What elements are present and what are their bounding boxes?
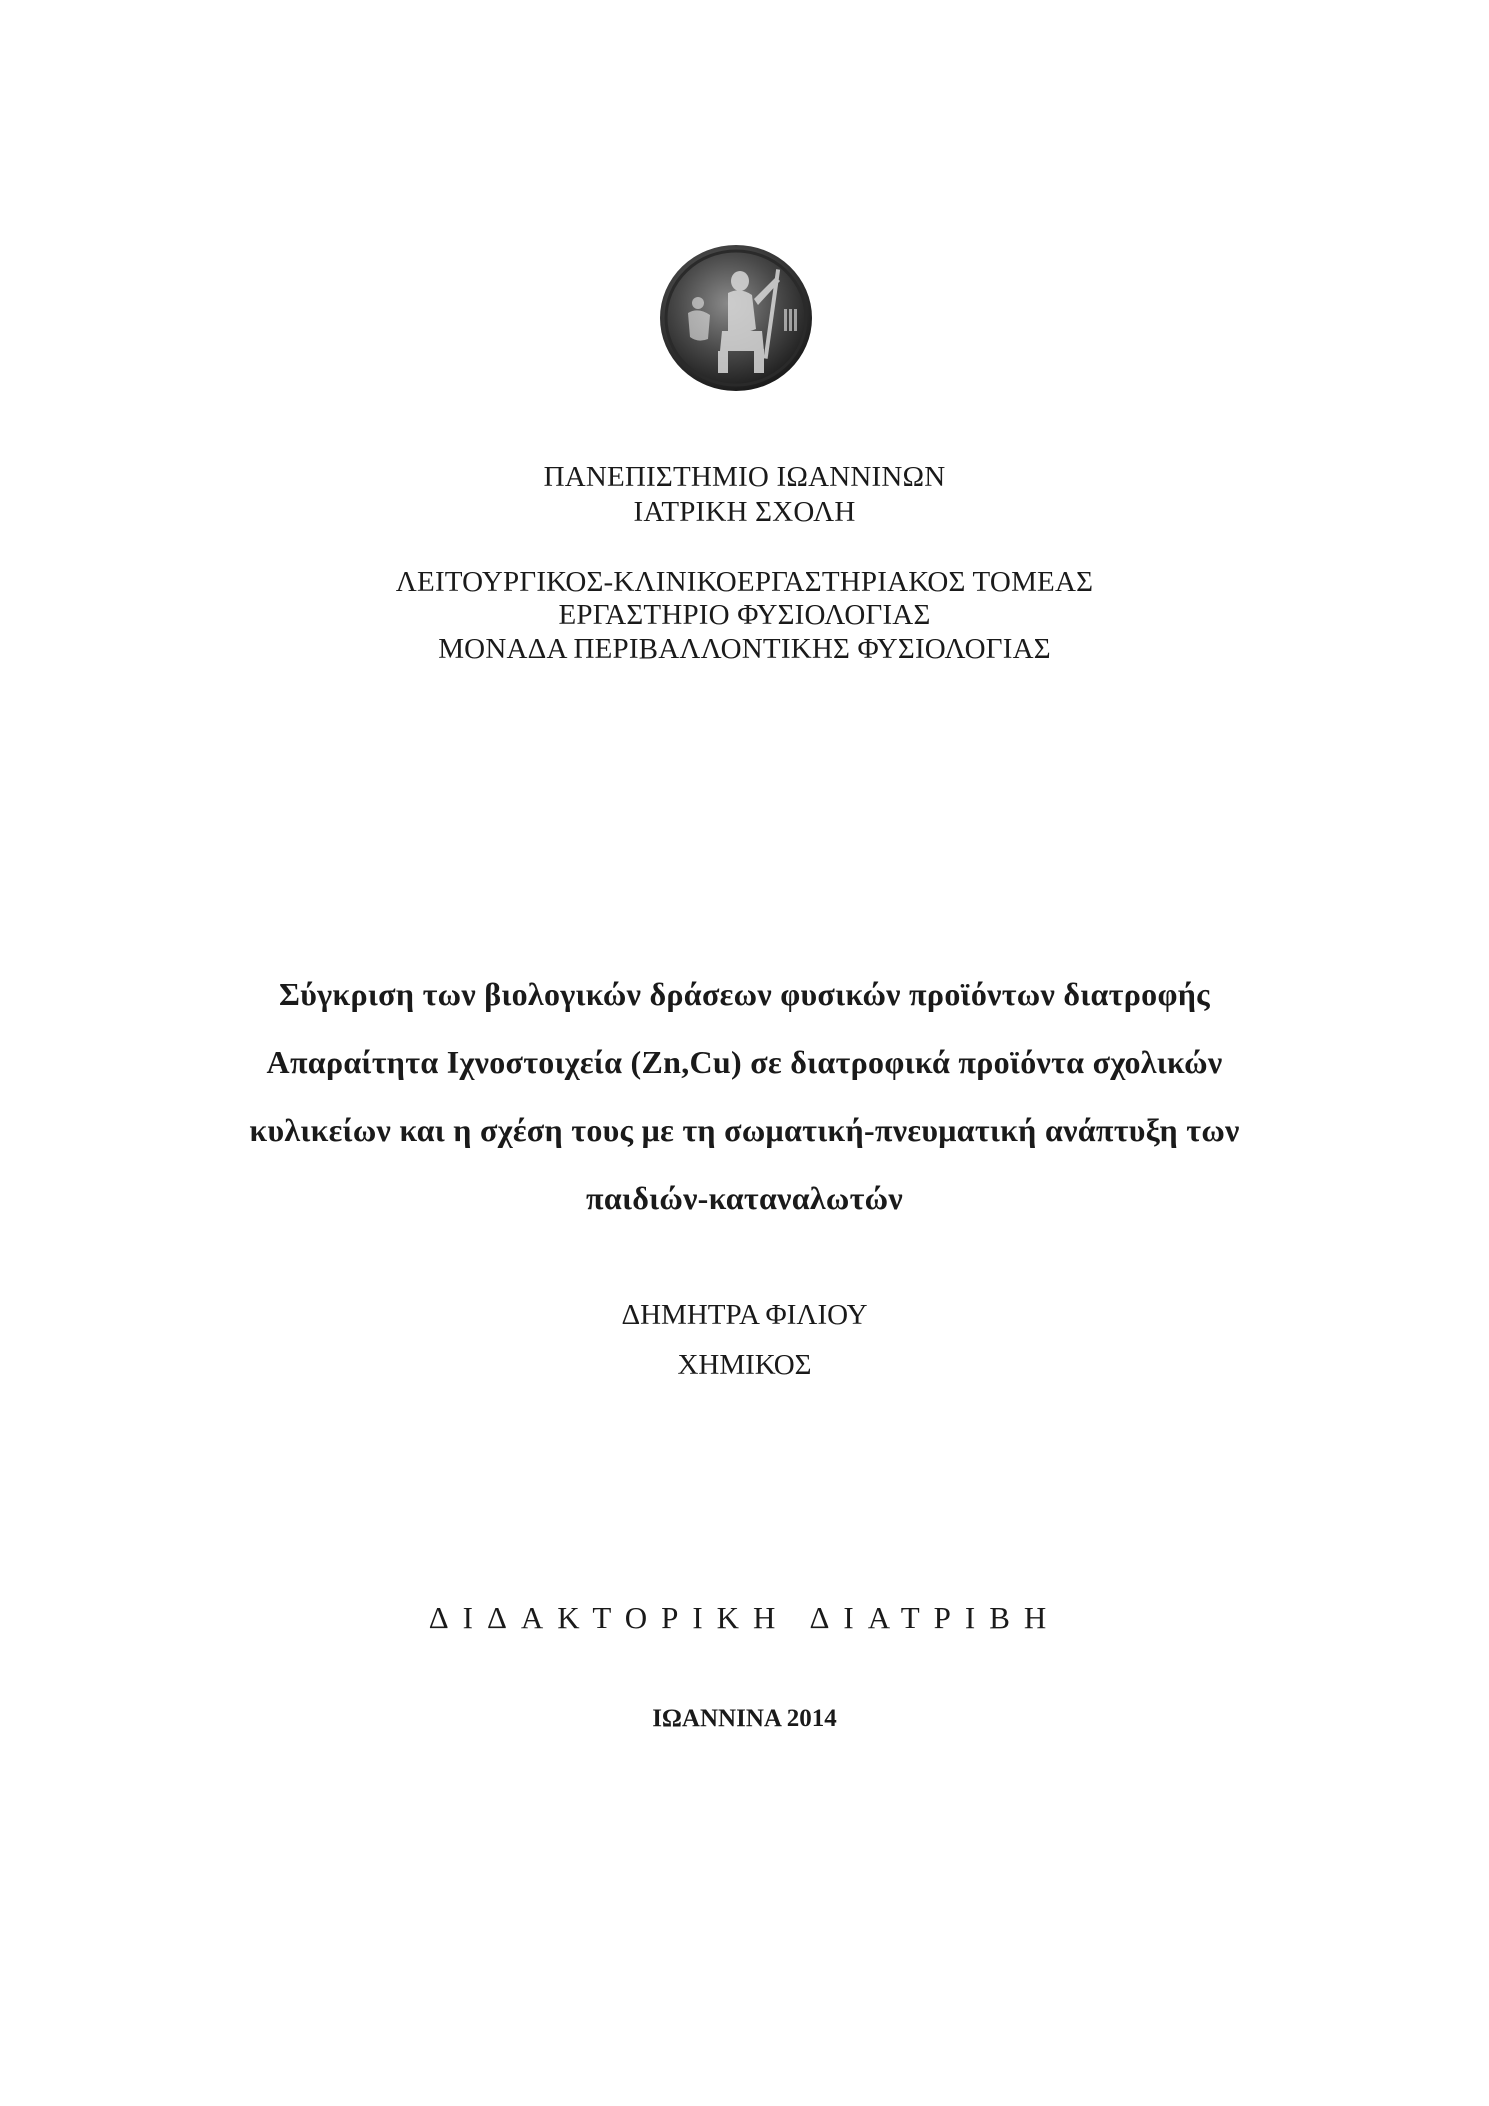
place-year: ΙΩΑΝΝΙΝΑ 2014	[652, 1705, 837, 1732]
thesis-type: ΔΙΔΑΚΤΟΡΙΚΗ ΔΙΑΤΡΙΒΗ	[428, 1600, 1061, 1635]
title-line: κυλικείων και η σχέση τους με τη σωματική-πνευματική ανάπτυξη των	[249, 1112, 1240, 1148]
title-line: παιδιών-καταναλωτών	[586, 1180, 903, 1216]
author-name: ΔΗΜΗΤΡΑ ΦΙΛΙΟΥ	[621, 1299, 868, 1331]
sector-name: ΛΕΙΤΟΥΡΓΙΚΟΣ-ΚΛΙΝΙΚΟΕΡΓΑΣΤΗΡΙΑΚΟΣ ΤΟΜΕΑΣ	[395, 566, 1094, 598]
title-line: Απαραίτητα Ιχνοστοιχεία (Zn,Cu) σε διατροφικά προϊόντα σχολικών	[266, 1044, 1223, 1080]
author-profession: ΧΗΜΙΚΟΣ	[677, 1349, 812, 1381]
unit-name: ΜΟΝΑΔΑ ΠΕΡΙΒΑΛΛΟΝΤΙΚΗΣ ΦΥΣΙΟΛΟΓΙΑΣ	[438, 633, 1051, 665]
school-name: ΙΑΤΡΙΚΗ ΣΧΟΛΗ	[633, 496, 856, 528]
title-line: Σύγκριση των βιολογικών δράσεων φυσικών προϊόντων διατροφής	[279, 976, 1210, 1012]
laboratory-name: ΕΡΓΑΣΤΗΡΙΟ ΦΥΣΙΟΛΟΓΙΑΣ	[558, 599, 931, 631]
thesis-title	[0, 970, 1489, 1222]
university-seal-icon	[658, 243, 814, 393]
university-name: ΠΑΝΕΠΙΣΤΗΜΙΟ ΙΩΑΝΝΙΝΩΝ	[543, 461, 946, 493]
